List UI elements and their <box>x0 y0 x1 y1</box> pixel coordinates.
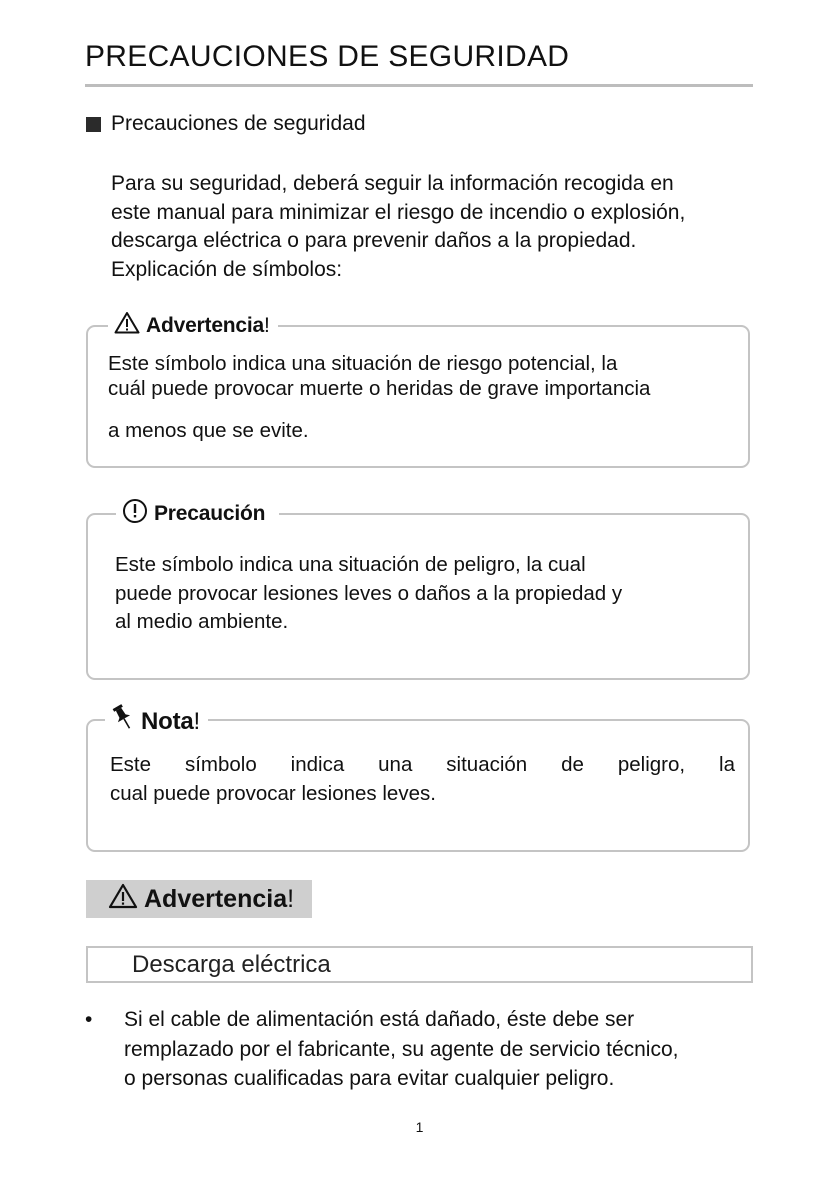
caution-box-line: Este símbolo indica una situación de peligro, la cual <box>115 553 586 576</box>
warning-box-body <box>108 351 753 443</box>
intro-paragraph <box>111 170 791 284</box>
page-title: PRECAUCIONES DE SEGURIDAD <box>85 40 570 73</box>
note-box-bang: ! <box>193 707 201 735</box>
intro-line: Explicación de símbolos: <box>111 257 343 281</box>
warning-banner <box>86 880 312 918</box>
caution-symbol-box <box>86 502 750 680</box>
caution-box-legend <box>116 498 279 530</box>
subsection-title: Descarga eléctrica <box>132 951 331 978</box>
warning-box-legend <box>108 311 278 340</box>
warning-triangle-icon <box>108 883 138 916</box>
warning-banner-label: Advertencia <box>144 884 288 913</box>
warning-box-line: cuál puede provocar muerte o heridas de grave importancia <box>108 377 651 400</box>
caution-box-line: al medio ambiente. <box>115 610 289 633</box>
intro-line: descarga eléctrica o para prevenir daños a la propiedad. <box>111 229 637 252</box>
pushpin-icon <box>111 703 135 740</box>
bullet-line: remplazado por el fabricante, su agente de servicio técnico, <box>124 1037 679 1061</box>
warning-box-line: Este símbolo indica una situación de riesgo potencial, la <box>108 352 618 375</box>
square-bullet-icon <box>86 117 101 132</box>
caution-box-label: Precaución <box>154 502 266 525</box>
bullet-marker: • <box>85 1008 93 1031</box>
note-box-line: cual puede provocar lesiones leves. <box>110 782 436 805</box>
warning-box-label: Advertencia <box>146 313 265 337</box>
caution-box-body <box>115 551 735 637</box>
warning-symbol-box <box>86 313 750 468</box>
section-heading-text: Precauciones de seguridad <box>111 112 366 135</box>
caution-box-line: puede provocar lesiones leves o daños a la propiedad y <box>115 581 623 605</box>
note-box-line: Este símbolo indica una situación de peligro, la <box>110 753 735 776</box>
exclamation-circle-icon <box>122 498 148 530</box>
bullet-list <box>80 1005 780 1094</box>
note-box-legend <box>105 703 208 740</box>
warning-box-line: a menos que se evite. <box>108 419 309 442</box>
subsection-title-box <box>86 946 753 983</box>
list-item <box>80 1005 780 1094</box>
warning-banner-bang: ! <box>287 884 295 913</box>
page-number: 1 <box>415 1119 424 1135</box>
warning-triangle-icon <box>114 311 140 340</box>
intro-line: Para su seguridad, deberá seguir la información recogida en <box>111 172 674 195</box>
note-box-body <box>110 750 735 808</box>
title-divider <box>85 84 753 87</box>
note-box-label: Nota <box>141 707 194 735</box>
section-heading <box>86 112 366 136</box>
bullet-line: Si el cable de alimentación está dañado, éste debe ser <box>124 1008 635 1031</box>
intro-line: este manual para minimizar el riesgo de incendio o explosión, <box>111 200 686 224</box>
note-symbol-box <box>86 707 750 852</box>
warning-box-bang: ! <box>264 313 270 337</box>
bullet-line: o personas cualificadas para evitar cualquier peligro. <box>124 1067 615 1090</box>
